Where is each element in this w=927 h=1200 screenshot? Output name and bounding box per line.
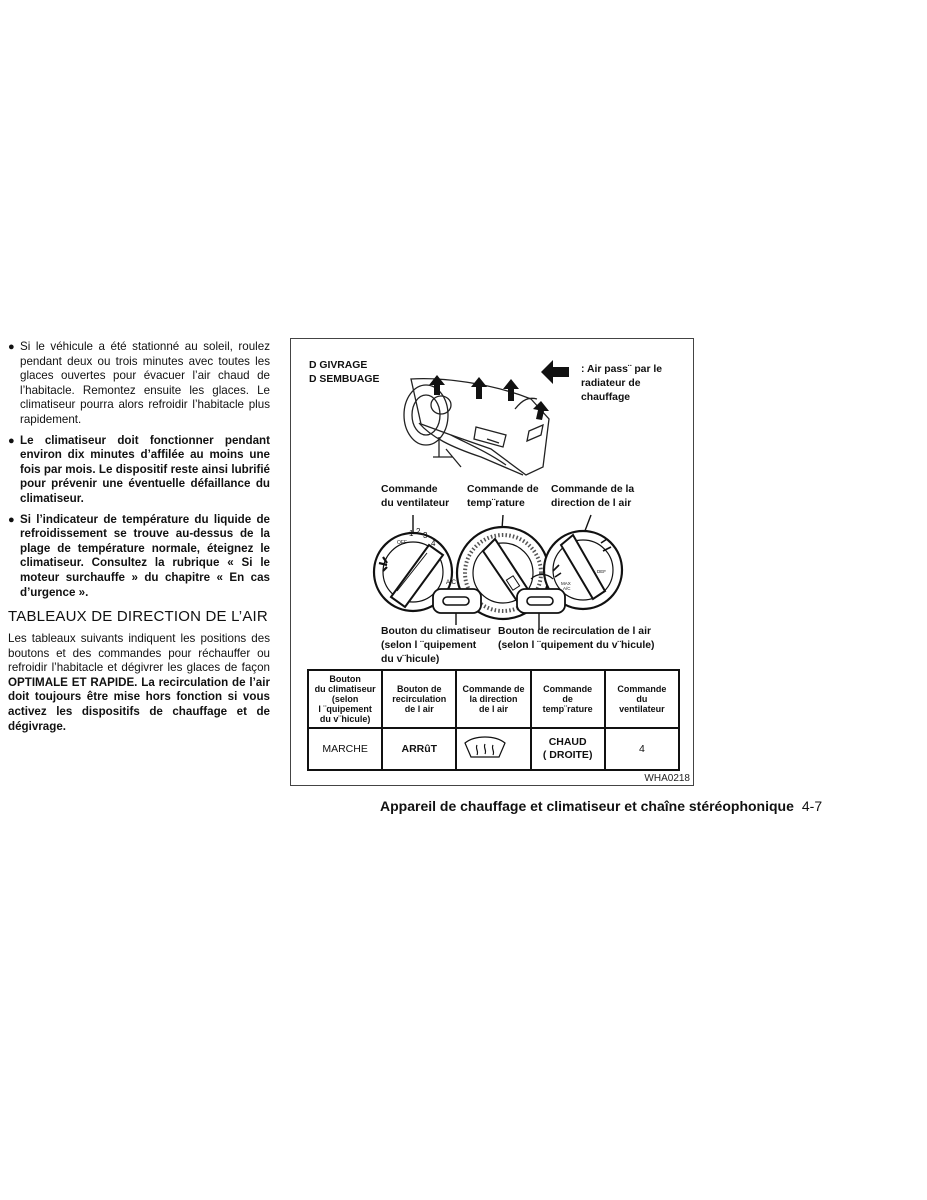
header-temp-control: Commande de temp¨rature	[531, 670, 605, 728]
header-direction-control: Commande de la direction de l air	[456, 670, 530, 728]
temp-control-label-1: Commande de	[467, 484, 539, 495]
table-row	[308, 728, 679, 770]
recirc-button-label-1: Bouton de recirculation de l air	[498, 626, 651, 637]
bullet-text: Si l’indicateur de température du liquide de refroidissement se trouve au-dessus de la plage de température normale, éteignez le climatiseur. Consultez la rubrique « Si le moteur surchauffe » du chapitre « En cas d’urgence ».	[20, 512, 270, 599]
bullet-text: Si le véhicule a été stationné au soleil, roulez pendant deux ou trois minutes avec toutes les glaces ouvertes pour évacuer l’air chaud de l’habitacle. Remontez ensuite les glaces. Le climatiseur pourra alors refroidir l’habitacle plus rapidement.	[20, 340, 270, 426]
section-intro	[8, 632, 270, 734]
legend-arrow-icon	[541, 360, 569, 384]
bullet-item	[8, 340, 270, 428]
value-ac: MARCHE	[308, 728, 382, 770]
header-recirc-button: Bouton de recirculation de l air	[382, 670, 456, 728]
climate-control-figure	[290, 338, 694, 786]
left-column	[8, 340, 270, 734]
bullet-item	[8, 434, 270, 507]
direction-control-label-2: direction de l air	[551, 498, 632, 509]
bullet-dot: ●	[8, 513, 15, 526]
recirculation-button-icon	[517, 589, 565, 613]
bullet-dot: ●	[8, 434, 15, 447]
dir-mark-max: MAX	[561, 581, 571, 586]
fan-control-label-1: Commande	[381, 484, 438, 495]
figure-code: WHA0218	[644, 773, 690, 784]
page-footer	[380, 798, 840, 814]
mode-label-demist: D SEMBUAGE	[309, 374, 380, 385]
legend-text-1: : Air pass¨ par le	[581, 364, 663, 375]
fan-mark-2: 2	[416, 527, 421, 536]
fan-mark-4: 4	[431, 539, 436, 548]
bullet-item	[8, 513, 270, 601]
bullet-text: Le climatiseur doit fonctionner pendant environ dix minutes d’affilée au moins une fois par mois. Le dispositif reste ainsi lubrifié pour prévenir une éventuelle défaillance du climatiseur.	[20, 433, 270, 505]
page-number: 4-7	[801, 798, 823, 814]
ac-button-icon	[433, 589, 481, 613]
fan-control-label-2: du ventilateur	[381, 498, 450, 509]
intro-bold: OPTIMALE ET RAPIDE. La recirculation de l’air doit toujours être mise hors fonction si vous activez les dispositifs de chauffage et de dégivrage.	[8, 675, 270, 733]
legend-text-2: radiateur de	[581, 378, 641, 389]
temp-control-label-2: temp¨rature	[467, 498, 525, 509]
direction-control-label-1: Commande de la	[551, 484, 635, 495]
ac-button-label-2: (selon l ¨quipement	[381, 640, 477, 651]
header-fan-control: Commande du ventilateur	[605, 670, 679, 728]
ac-button-text: A/C	[446, 580, 457, 586]
recirc-button-label-2: (selon l ¨quipement du v¨hicule)	[498, 640, 655, 651]
mode-label-defrost: D GIVRAGE	[309, 360, 368, 371]
header-ac-button: Bouton du climatiseur (selon l ¨quipement du v¨hicule)	[308, 670, 382, 728]
value-recirc: ARRûT	[382, 728, 456, 770]
intro-normal: Les tableaux suivants indiquent les positions des boutons et des commandes pour réchauffer ou refroidir l’habitacle et dégivrer les glaces de façon	[8, 632, 270, 675]
dir-mark-ac: A/C	[563, 586, 571, 591]
ac-button-label-3: du v¨hicule)	[381, 654, 440, 665]
fan-mark-3: 3	[423, 531, 428, 540]
value-direction	[456, 728, 530, 770]
value-temp: CHAUD ( DROITE)	[531, 728, 605, 770]
section-title: TABLEAUX DE DIRECTION DE L’AIR	[8, 608, 268, 626]
ac-button-label-1: Bouton du climatiseur	[381, 626, 491, 637]
legend-text-3: chauffage	[581, 392, 631, 403]
dir-mark-defrost: DEF	[597, 569, 606, 574]
bullet-dot: ●	[8, 341, 15, 353]
value-fan: 4	[605, 728, 679, 770]
fan-mark-off: OFF	[397, 540, 407, 546]
fan-mark-1: 1	[409, 529, 414, 538]
footer-title: Appareil de chauffage et climatiseur et chaîne stéréophonique	[380, 798, 794, 814]
control-position-table	[307, 669, 680, 771]
table-header-row	[308, 670, 679, 728]
